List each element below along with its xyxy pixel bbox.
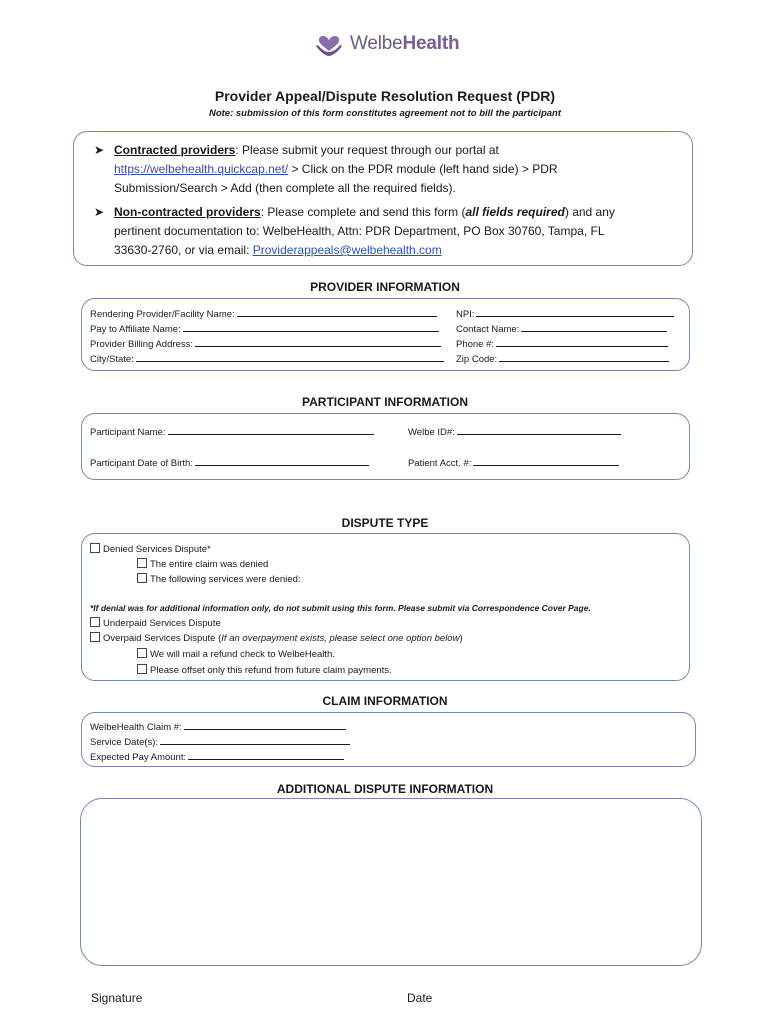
checkbox-icon[interactable] (137, 573, 147, 583)
noncontracted-text-2: ) and any (564, 205, 615, 219)
form-note: Note: submission of this form constitutes agreement not to bill the participant (208, 108, 562, 119)
dispute-heading: DISPUTE TYPE (341, 516, 429, 530)
npi-line (476, 307, 674, 317)
arrow-bullet-icon: ➤ (94, 205, 105, 219)
additional-info-textarea[interactable] (80, 798, 702, 966)
zip-line (499, 352, 669, 362)
welbehealth-logo (314, 27, 459, 61)
npi-field[interactable] (456, 307, 674, 320)
patient-acct-field[interactable] (408, 456, 619, 469)
contact-label: Contact Name: (456, 324, 520, 335)
expected-pay-label: Expected Pay Amount: (90, 752, 187, 763)
affiliate-label: Pay to Affiliate Name: (90, 324, 181, 335)
date-label: Date (407, 991, 433, 1005)
claim-heading: CLAIM INFORMATION (322, 694, 448, 708)
service-dates-label: Service Date(s): (90, 737, 159, 748)
provider-box (81, 298, 690, 371)
hands-heart-icon (314, 30, 344, 58)
entire-claim-label: The entire claim was denied (150, 559, 269, 570)
claim-number-label: WelbeHealth Claim #: (90, 722, 182, 733)
participant-name-field[interactable] (90, 425, 374, 438)
city-state-line (136, 352, 444, 362)
claim-number-field[interactable] (90, 720, 346, 733)
brand-light: Welbe (350, 33, 403, 54)
checkbox-icon[interactable] (90, 617, 100, 627)
affiliate-line (183, 322, 439, 332)
noncontracted-label: Non-contracted providers (114, 205, 261, 219)
underpaid-option[interactable] (90, 617, 221, 629)
overpaid-close: ) (459, 633, 463, 644)
additional-heading: ADDITIONAL DISPUTE INFORMATION (276, 782, 494, 796)
contracted-text-1: : Please submit your request through our portal at (235, 143, 499, 157)
noncontracted-text-1: : Please complete and send this form ( (260, 205, 466, 219)
expected-pay-field[interactable] (90, 750, 344, 763)
arrow-bullet-icon: ➤ (94, 143, 105, 157)
following-services-label: The following services were denied: (150, 574, 301, 585)
welbe-id-label: Welbe ID#: (408, 427, 455, 438)
rendering-provider-line (237, 307, 437, 317)
denial-footnote: *If denial was for additional information only, do not submit using this form. Please submit via Correspondence Cover Page. (90, 603, 591, 613)
checkbox-icon[interactable] (90, 632, 100, 642)
rendering-provider-label: Rendering Provider/Facility Name: (90, 309, 235, 320)
offset-refund-option[interactable] (137, 664, 392, 676)
contracted-text-2: > Click on the PDR module (left hand side) > PDR (288, 162, 558, 176)
participant-dob-field[interactable] (90, 456, 369, 469)
brand-bold: Health (402, 33, 460, 54)
form-title: Provider Appeal/Dispute Resolution Request (PDR) (214, 88, 556, 104)
city-state-field[interactable] (90, 352, 444, 365)
all-fields-required: all fields required (465, 205, 565, 219)
mail-refund-option[interactable] (137, 648, 335, 660)
participant-heading: PARTICIPANT INFORMATION (302, 395, 468, 409)
rendering-provider-field[interactable] (90, 307, 437, 320)
participant-name-line (168, 425, 374, 435)
overpaid-option[interactable] (90, 632, 463, 644)
checkbox-icon[interactable] (137, 648, 147, 658)
contact-line (521, 322, 667, 332)
denied-option[interactable] (90, 543, 211, 555)
signature-label: Signature (91, 991, 143, 1005)
following-services-option[interactable] (137, 573, 301, 585)
service-dates-line (160, 735, 350, 745)
instructions-box (73, 131, 693, 266)
contact-field[interactable] (456, 322, 667, 335)
claim-number-line (184, 720, 346, 730)
zip-field[interactable] (456, 352, 669, 365)
billing-address-line (195, 337, 441, 347)
participant-dob-label: Participant Date of Birth: (90, 458, 193, 469)
participant-dob-line (195, 456, 369, 466)
participant-box (81, 413, 690, 480)
noncontracted-text-3: pertinent documentation to: WelbeHealth, Attn: PDR Department, PO Box 30760, Tampa, FL (114, 224, 605, 238)
service-dates-field[interactable] (90, 735, 350, 748)
checkbox-icon[interactable] (137, 558, 147, 568)
city-state-label: City/State: (90, 354, 134, 365)
claim-box (81, 712, 696, 767)
npi-label: NPI: (456, 309, 475, 320)
dispute-box (81, 533, 690, 681)
contracted-label: Contracted providers (114, 143, 236, 157)
welbe-id-line (457, 425, 621, 435)
phone-field[interactable] (456, 337, 668, 350)
noncontracted-text-4: 33630-2760, or via email: (114, 243, 253, 257)
email-link[interactable]: Providerappeals@welbehealth.com (252, 243, 442, 257)
overpaid-note: If an overpayment exists, please select one option below (221, 633, 460, 644)
phone-label: Phone #: (456, 339, 495, 350)
checkbox-icon[interactable] (137, 664, 147, 674)
checkbox-icon[interactable] (90, 543, 100, 553)
phone-line (496, 337, 668, 347)
entire-claim-option[interactable] (137, 558, 268, 570)
noncontracted-bullet (94, 203, 674, 260)
denied-label: Denied Services Dispute* (103, 544, 211, 555)
patient-acct-label: Patient Acct. #: (408, 458, 472, 469)
portal-link[interactable]: https://welbehealth.quickcap.net/ (114, 162, 289, 176)
expected-pay-line (188, 750, 344, 760)
overpaid-label: Overpaid Services Dispute ( (103, 633, 222, 644)
billing-address-field[interactable] (90, 337, 441, 350)
mail-refund-label: We will mail a refund check to WelbeHealth. (150, 649, 335, 660)
contracted-bullet (94, 141, 674, 198)
welbe-id-field[interactable] (408, 425, 621, 438)
contracted-text-3: Submission/Search > Add (then complete all the required fields). (114, 181, 456, 195)
provider-heading: PROVIDER INFORMATION (310, 280, 460, 294)
participant-name-label: Participant Name: (90, 427, 166, 438)
billing-address-label: Provider Billing Address: (90, 339, 193, 350)
offset-refund-label: Please offset only this refund from future claim payments. (150, 665, 392, 676)
zip-label: Zip Code: (456, 354, 498, 365)
affiliate-field[interactable] (90, 322, 439, 335)
patient-acct-line (473, 456, 619, 466)
underpaid-label: Underpaid Services Dispute (103, 618, 221, 629)
